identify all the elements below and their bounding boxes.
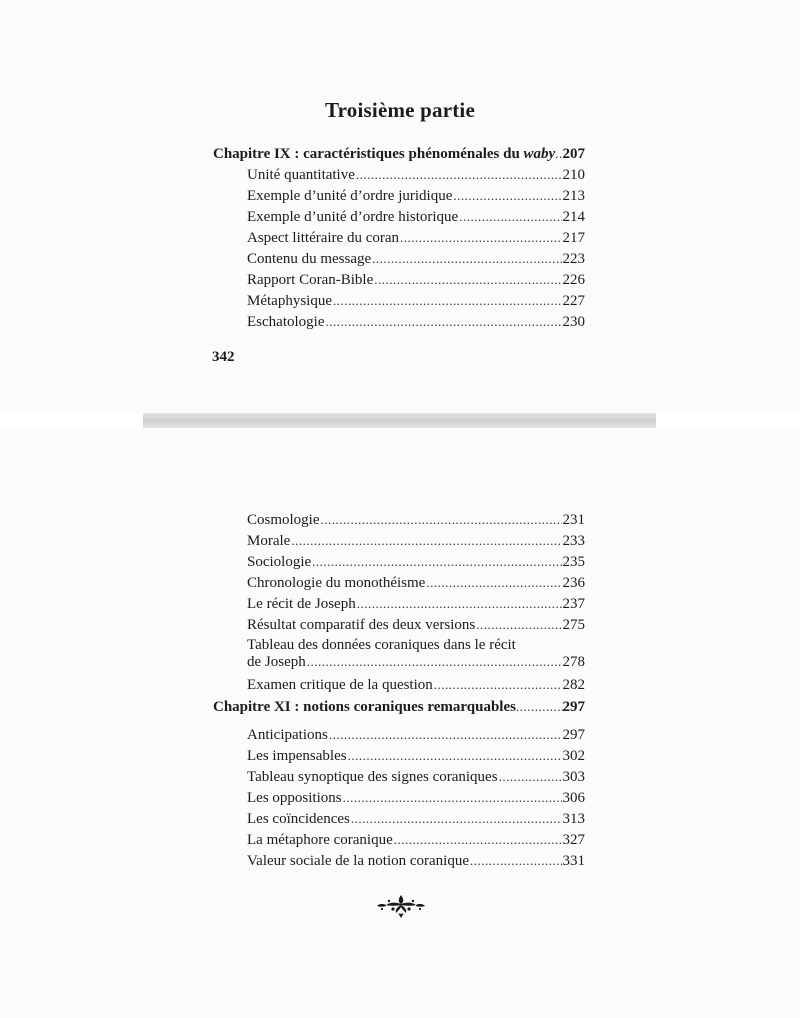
toc-entry: Chronologie du monothéisme ..... 236 [247,575,585,592]
dot-leader [555,146,562,162]
chapter-ix-heading [213,146,585,163]
chapter-title: Chapitre XI : notions coraniques remarquables [213,699,516,715]
fleuron-ornament-icon [376,893,426,919]
toc-entry: Les coïncidences ..... 313 [247,811,585,828]
chapter-title: Chapitre IX : caractéristiques phénoménales du waby [213,146,556,162]
page-folio: 342 [212,349,235,365]
dot-leader [516,699,563,715]
toc-entry: Contenu du message ..... 223 [247,251,585,268]
toc-entry: Cosmologie ..... 231 [247,512,585,529]
page-number: 207 [562,146,585,162]
toc-entry: Aspect littéraire du coran ..... 217 [247,230,585,247]
toc-entry: Résultat comparatif des deux versions ..... 275 [247,617,585,634]
toc-entry: Sociologie ..... 235 [247,554,585,571]
page-divider [143,413,656,428]
toc-entry: Examen critique de la question ..... 282 [247,677,585,694]
toc-entry: Unité quantitative ..... 210 [247,167,585,184]
toc-entry: Tableau synoptique des signes coraniques ..... 303 [247,769,585,786]
toc-entry: Les impensables ..... 302 [247,748,585,765]
toc-entry-wrapped: Tableau des données coraniques dans le récit de Joseph ..... 278 [247,637,585,671]
toc-entry: Exemple d’unité d’ordre historique ..... 214 [247,209,585,226]
top-page [0,0,800,413]
chapter-xi-heading [213,699,585,716]
toc-entry: Le récit de Joseph ..... 237 [247,596,585,613]
toc-entry: Morale ..... 233 [247,533,585,550]
toc-entry: Eschatologie ..... 230 [247,314,585,331]
toc-entry: Les oppositions ..... 306 [247,790,585,807]
toc-entry: Métaphysique ..... 227 [247,293,585,310]
page-number: 297 [562,699,585,715]
toc-entry: Anticipations ..... 297 [247,727,585,744]
toc-entry: Valeur sociale de la notion coranique ..... 331 [247,853,585,870]
toc-entry: Rapport Coran-Bible ..... 226 [247,272,585,289]
part-title: Troisième partie [325,98,475,122]
toc-entry: Exemple d’unité d’ordre juridique ..... 213 [247,188,585,205]
chapter-title-italic: waby [523,146,556,162]
toc-entry: La métaphore coranique ..... 327 [247,832,585,849]
